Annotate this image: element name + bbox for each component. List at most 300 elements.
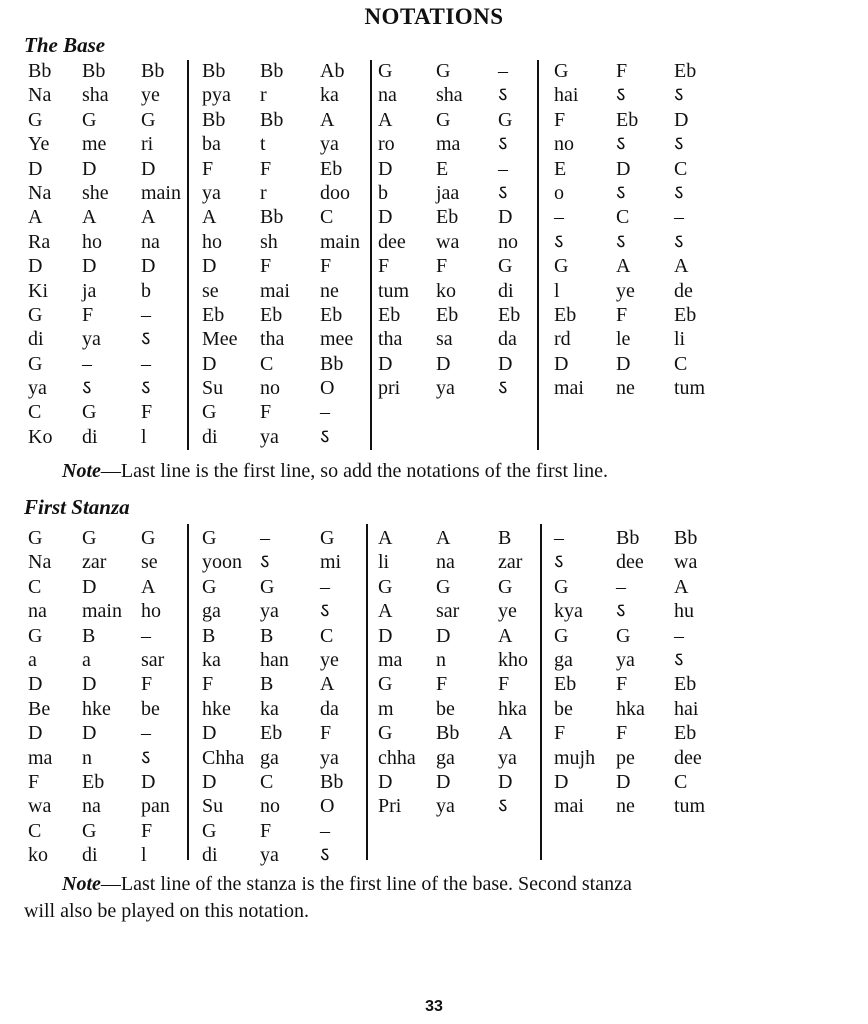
note-symbol: –	[674, 624, 684, 647]
note-symbol: A	[378, 108, 393, 131]
lyric-syllable: ya	[260, 844, 279, 867]
note-symbol: G	[28, 624, 43, 647]
note-symbol: Eb	[320, 157, 343, 180]
note-symbol: G	[82, 108, 97, 131]
note-symbol: B	[202, 624, 216, 647]
base-note	[24, 458, 854, 485]
lyric-syllable: ro	[378, 133, 395, 156]
note-symbol: A	[378, 527, 393, 549]
lyric-syllable: hke	[82, 697, 111, 720]
lyric-syllable: sar	[436, 600, 460, 623]
lyric-syllable: mai	[554, 377, 584, 400]
base-bar-line-1	[187, 60, 189, 450]
note-symbol: Bb	[260, 206, 284, 229]
lyric-syllable: Na	[28, 181, 52, 204]
note-symbol: Eb	[674, 722, 697, 745]
lyric-syllable: Pri	[378, 795, 402, 818]
note-symbol: –	[141, 624, 151, 647]
note-symbol: D	[436, 352, 451, 375]
note-symbol: D	[378, 352, 393, 375]
lyric-syllable: pan	[141, 795, 170, 818]
note-symbol: Bb	[82, 60, 106, 82]
note-symbol: G	[82, 527, 97, 549]
lyric-syllable: ko	[436, 279, 456, 302]
note-symbol: A	[674, 255, 689, 278]
note-symbol: –	[498, 157, 508, 180]
lyric-syllable: ne	[320, 279, 339, 302]
note-symbol: D	[378, 206, 393, 229]
note-symbol: D	[82, 575, 97, 598]
note-symbol: F	[260, 255, 272, 278]
lyric-syllable: tha	[378, 328, 403, 351]
note-symbol: F	[141, 819, 153, 842]
base-bar-line-2	[370, 60, 372, 450]
lyric-syllable: Na	[28, 84, 52, 107]
note-symbol: Bb	[436, 722, 460, 745]
note-symbol: Bb	[260, 60, 284, 82]
lyric-syllable: na	[82, 795, 101, 818]
note-symbol: G	[28, 303, 43, 326]
note-symbol: Eb	[674, 673, 697, 696]
stanza-bar-line-3	[540, 524, 542, 860]
lyric-syllable: wa	[674, 551, 698, 574]
note-symbol: C	[320, 206, 334, 229]
lyric-syllable: ऽ	[616, 133, 626, 156]
note-symbol: C	[320, 624, 334, 647]
lyric-syllable: tum	[674, 795, 706, 818]
lyric-syllable: ka	[320, 84, 339, 107]
note-symbol: G	[82, 819, 97, 842]
note-symbol: G	[28, 108, 43, 131]
note-symbol: E	[554, 157, 567, 180]
note-symbol: F	[436, 255, 448, 278]
note-symbol: D	[141, 770, 156, 793]
lyric-syllable: ne	[616, 377, 635, 400]
note-symbol: G	[320, 527, 335, 549]
lyric-syllable: be	[554, 697, 573, 720]
lyric-syllable: ऽ	[498, 84, 508, 107]
lyric-syllable: ja	[82, 279, 97, 302]
note-symbol: G	[28, 527, 43, 549]
lyric-syllable: ya	[498, 746, 517, 769]
lyric-syllable: Su	[202, 377, 224, 400]
note-symbol: Bb	[320, 770, 344, 793]
lyric-syllable: ऽ	[674, 133, 684, 156]
lyric-syllable: l	[141, 425, 147, 448]
note-symbol: F	[616, 673, 628, 696]
note-symbol: Eb	[378, 303, 401, 326]
lyric-syllable: mee	[320, 328, 354, 351]
note-symbol: Eb	[260, 722, 283, 745]
lyric-syllable: kya	[554, 600, 583, 623]
note-symbol: D	[202, 770, 217, 793]
note-symbol: D	[202, 722, 217, 745]
note-symbol: –	[320, 819, 330, 842]
note-symbol: D	[28, 255, 43, 278]
note-symbol: B	[498, 527, 512, 549]
note-symbol: Bb	[202, 108, 226, 131]
stanza-bar-line-1	[187, 524, 189, 860]
lyric-syllable: na	[436, 551, 455, 574]
lyric-syllable: ऽ	[616, 84, 626, 107]
stanza-heading: First Stanza	[24, 495, 130, 519]
lyric-syllable: ga	[436, 746, 455, 769]
note-symbol: G	[498, 575, 513, 598]
note-symbol: G	[202, 819, 217, 842]
note-symbol: C	[674, 770, 688, 793]
note-symbol: D	[554, 770, 569, 793]
note-symbol: G	[554, 255, 569, 278]
lyric-syllable: hu	[674, 600, 694, 623]
lyric-syllable: pri	[378, 377, 401, 400]
note-symbol: G	[28, 352, 43, 375]
note-symbol: G	[141, 108, 156, 131]
note-symbol: Eb	[554, 303, 577, 326]
lyric-syllable: be	[141, 697, 160, 720]
note-symbol: E	[436, 157, 449, 180]
stanza-note-text-1: —Last line of the stanza is the first line of the base. Second stanza	[100, 873, 632, 895]
lyric-syllable: na	[378, 84, 397, 107]
lyric-syllable: a	[82, 648, 91, 671]
note-symbol: A	[674, 575, 689, 598]
lyric-syllable: n	[436, 648, 446, 671]
lyric-syllable: pe	[616, 746, 635, 769]
lyric-syllable: ऽ	[141, 377, 151, 400]
lyric-syllable: me	[82, 133, 107, 156]
lyric-syllable: rd	[554, 328, 571, 351]
note-symbol: G	[202, 575, 217, 598]
lyric-syllable: she	[82, 181, 109, 204]
note-symbol: A	[436, 527, 451, 549]
lyric-syllable: ka	[260, 697, 279, 720]
lyric-syllable: Ra	[28, 230, 51, 253]
note-symbol: F	[616, 722, 628, 745]
note-symbol: Bb	[320, 352, 344, 375]
lyric-syllable: tum	[378, 279, 410, 302]
lyric-syllable: hai	[554, 84, 579, 107]
lyric-syllable: ho	[202, 230, 222, 253]
lyric-syllable: jaa	[436, 181, 460, 204]
note-symbol: Eb	[82, 770, 105, 793]
lyric-syllable: zar	[498, 551, 523, 574]
note-symbol: –	[141, 352, 151, 375]
lyric-syllable: di	[498, 279, 514, 302]
note-symbol: G	[378, 722, 393, 745]
note-symbol: Eb	[320, 303, 343, 326]
lyric-syllable: ऽ	[554, 551, 564, 574]
lyric-syllable: ga	[260, 746, 279, 769]
note-symbol: D	[674, 108, 689, 131]
note-symbol: A	[82, 206, 97, 229]
note-symbol: D	[202, 352, 217, 375]
note-symbol: G	[202, 401, 217, 424]
page-number: 33	[425, 998, 443, 1015]
note-symbol: D	[82, 255, 97, 278]
note-symbol: C	[616, 206, 630, 229]
note-symbol: Bb	[202, 60, 226, 82]
base-bar-line-3	[537, 60, 539, 450]
lyric-syllable: ऽ	[498, 181, 508, 204]
lyric-syllable: wa	[436, 230, 460, 253]
lyric-syllable: mai	[260, 279, 290, 302]
lyric-syllable: ga	[202, 600, 221, 623]
note-symbol: F	[202, 157, 214, 180]
note-symbol: Eb	[616, 108, 639, 131]
lyric-syllable: ba	[202, 133, 221, 156]
lyric-syllable: ya	[82, 328, 101, 351]
note-symbol: Bb	[674, 527, 698, 549]
lyric-syllable: se	[141, 551, 158, 574]
lyric-syllable: ऽ	[616, 230, 626, 253]
lyric-syllable: ya	[260, 600, 279, 623]
lyric-syllable: ya	[202, 181, 221, 204]
stanza-note-text-2: will also be played on this notation.	[24, 900, 309, 922]
note-symbol: Bb	[260, 108, 284, 131]
stanza-note-label: Note	[62, 873, 101, 895]
lyric-syllable: n	[82, 746, 92, 769]
lyric-syllable: ya	[260, 425, 279, 448]
lyric-syllable: ya	[436, 377, 455, 400]
base-note-label: Note	[62, 460, 101, 482]
note-symbol: Bb	[141, 60, 165, 82]
lyric-syllable: ya	[320, 133, 339, 156]
note-symbol: A	[498, 722, 513, 745]
note-symbol: D	[436, 770, 451, 793]
note-symbol: D	[82, 157, 97, 180]
note-symbol: D	[141, 157, 156, 180]
lyric-syllable: Chha	[202, 746, 245, 769]
lyric-syllable: a	[28, 648, 37, 671]
note-symbol: Eb	[436, 206, 459, 229]
note-symbol: B	[260, 624, 274, 647]
lyric-syllable: ka	[202, 648, 221, 671]
lyric-syllable: Ko	[28, 425, 53, 448]
lyric-syllable: di	[82, 844, 98, 867]
note-symbol: –	[320, 575, 330, 598]
note-symbol: F	[141, 673, 153, 696]
note-symbol: F	[378, 255, 390, 278]
note-symbol: C	[28, 575, 42, 598]
lyric-syllable: ऽ	[498, 377, 508, 400]
lyric-syllable: ऽ	[320, 600, 330, 623]
note-symbol: F	[320, 722, 332, 745]
lyric-syllable: le	[616, 328, 631, 351]
lyric-syllable: l	[141, 844, 147, 867]
lyric-syllable: na	[28, 600, 47, 623]
note-symbol: –	[82, 352, 92, 375]
lyric-syllable: ya	[320, 746, 339, 769]
note-symbol: G	[202, 527, 217, 549]
note-symbol: –	[141, 722, 151, 745]
lyric-syllable: di	[28, 328, 44, 351]
lyric-syllable: no	[260, 377, 280, 400]
lyric-syllable: ऽ	[674, 84, 684, 107]
note-symbol: D	[498, 770, 513, 793]
lyric-syllable: di	[202, 425, 218, 448]
lyric-syllable: Na	[28, 551, 52, 574]
note-symbol: D	[378, 624, 393, 647]
note-symbol: G	[378, 60, 393, 82]
lyric-syllable: Mee	[202, 328, 238, 351]
note-symbol: F	[616, 303, 628, 326]
note-symbol: D	[554, 352, 569, 375]
note-symbol: –	[498, 60, 508, 82]
note-symbol: D	[28, 673, 43, 696]
note-symbol: –	[260, 527, 270, 549]
note-symbol: G	[554, 575, 569, 598]
note-symbol: A	[141, 206, 156, 229]
lyric-syllable: da	[498, 328, 517, 351]
lyric-syllable: O	[320, 377, 335, 400]
note-symbol: G	[141, 527, 156, 549]
note-symbol: B	[260, 673, 274, 696]
lyric-syllable: m	[378, 697, 394, 720]
lyric-syllable: ga	[554, 648, 573, 671]
lyric-syllable: ne	[616, 795, 635, 818]
lyric-syllable: mai	[554, 795, 584, 818]
lyric-syllable: ऽ	[674, 230, 684, 253]
lyric-syllable: dee	[378, 230, 406, 253]
note-symbol: F	[82, 303, 94, 326]
lyric-syllable: di	[202, 844, 218, 867]
note-symbol: G	[82, 401, 97, 424]
note-symbol: B	[82, 624, 96, 647]
page-title: NOTATIONS	[364, 4, 504, 29]
note-symbol: F	[320, 255, 332, 278]
note-symbol: Ab	[320, 60, 345, 82]
note-symbol: Bb	[616, 527, 640, 549]
lyric-syllable: no	[498, 230, 518, 253]
base-note-text: —Last line is the first line, so add the notations of the first line.	[100, 460, 609, 482]
lyric-syllable: ya	[436, 795, 455, 818]
note-symbol: D	[28, 722, 43, 745]
lyric-syllable: tha	[260, 328, 285, 351]
note-symbol: C	[260, 352, 274, 375]
lyric-syllable: no	[260, 795, 280, 818]
lyric-syllable: ऽ	[141, 328, 151, 351]
note-symbol: F	[498, 673, 510, 696]
lyric-syllable: no	[554, 133, 574, 156]
note-symbol: G	[498, 108, 513, 131]
lyric-syllable: ऽ	[498, 795, 508, 818]
lyric-syllable: b	[141, 279, 151, 302]
lyric-syllable: ho	[141, 600, 161, 623]
note-symbol: C	[28, 819, 42, 842]
note-symbol: –	[320, 401, 330, 424]
stanza-bar-line-2	[366, 524, 368, 860]
lyric-syllable: Be	[28, 697, 51, 720]
lyric-syllable: be	[436, 697, 455, 720]
note-symbol: D	[616, 770, 631, 793]
note-symbol: D	[28, 157, 43, 180]
note-symbol: G	[436, 108, 451, 131]
note-symbol: F	[260, 819, 272, 842]
note-symbol: A	[141, 575, 156, 598]
lyric-syllable: li	[378, 551, 390, 574]
lyric-syllable: zar	[82, 551, 107, 574]
note-symbol: C	[28, 401, 42, 424]
lyric-syllable: ma	[28, 746, 53, 769]
lyric-syllable: pya	[202, 84, 231, 107]
lyric-syllable: ऽ	[260, 551, 270, 574]
note-symbol: F	[202, 673, 214, 696]
note-symbol: –	[554, 527, 564, 549]
note-symbol: G	[554, 60, 569, 82]
note-symbol: G	[378, 673, 393, 696]
lyric-syllable: dee	[674, 746, 702, 769]
note-symbol: Eb	[436, 303, 459, 326]
lyric-syllable: kho	[498, 648, 528, 671]
note-symbol: Eb	[202, 303, 225, 326]
lyric-syllable: na	[141, 230, 160, 253]
note-symbol: –	[616, 575, 626, 598]
note-symbol: –	[674, 206, 684, 229]
lyric-syllable: wa	[28, 795, 52, 818]
note-symbol: C	[260, 770, 274, 793]
lyric-syllable: han	[260, 648, 289, 671]
lyric-syllable: ye	[498, 600, 517, 623]
lyric-syllable: sa	[436, 328, 453, 351]
note-symbol: D	[378, 770, 393, 793]
note-symbol: D	[141, 255, 156, 278]
note-symbol: D	[378, 157, 393, 180]
note-symbol: Eb	[498, 303, 521, 326]
note-symbol: G	[378, 575, 393, 598]
lyric-syllable: Su	[202, 795, 224, 818]
note-symbol: F	[28, 770, 40, 793]
note-symbol: A	[28, 206, 43, 229]
lyric-syllable: ko	[28, 844, 48, 867]
note-symbol: D	[616, 157, 631, 180]
lyric-syllable: sh	[260, 230, 278, 253]
lyric-syllable: ऽ	[554, 230, 564, 253]
note-symbol: Eb	[554, 673, 577, 696]
note-symbol: –	[141, 303, 151, 326]
lyric-syllable: Ye	[28, 133, 50, 156]
lyric-syllable: ऽ	[616, 181, 626, 204]
lyric-syllable: O	[320, 795, 335, 818]
lyric-syllable: li	[674, 328, 686, 351]
note-symbol: D	[498, 352, 513, 375]
lyric-syllable: sha	[436, 84, 463, 107]
note-symbol: D	[202, 255, 217, 278]
lyric-syllable: ya	[28, 377, 47, 400]
lyric-syllable: main	[141, 181, 181, 204]
note-symbol: F	[260, 157, 272, 180]
lyric-syllable: r	[260, 181, 267, 204]
note-symbol: Eb	[260, 303, 283, 326]
stanza-note	[24, 871, 854, 925]
note-symbol: A	[616, 255, 631, 278]
note-symbol: G	[554, 624, 569, 647]
note-symbol: A	[320, 673, 335, 696]
note-symbol: G	[436, 575, 451, 598]
lyric-syllable: ऽ	[498, 133, 508, 156]
lyric-syllable: Ki	[28, 279, 48, 302]
note-symbol: D	[82, 673, 97, 696]
lyric-syllable: b	[378, 181, 388, 204]
note-symbol: Eb	[674, 303, 697, 326]
lyric-syllable: hke	[202, 697, 231, 720]
lyric-syllable: ho	[82, 230, 102, 253]
lyric-syllable: hai	[674, 697, 699, 720]
note-symbol: F	[616, 60, 628, 82]
lyric-syllable: yoon	[202, 551, 242, 574]
lyric-syllable: hka	[616, 697, 645, 720]
note-symbol: F	[141, 401, 153, 424]
note-symbol: F	[260, 401, 272, 424]
note-symbol: G	[436, 60, 451, 82]
